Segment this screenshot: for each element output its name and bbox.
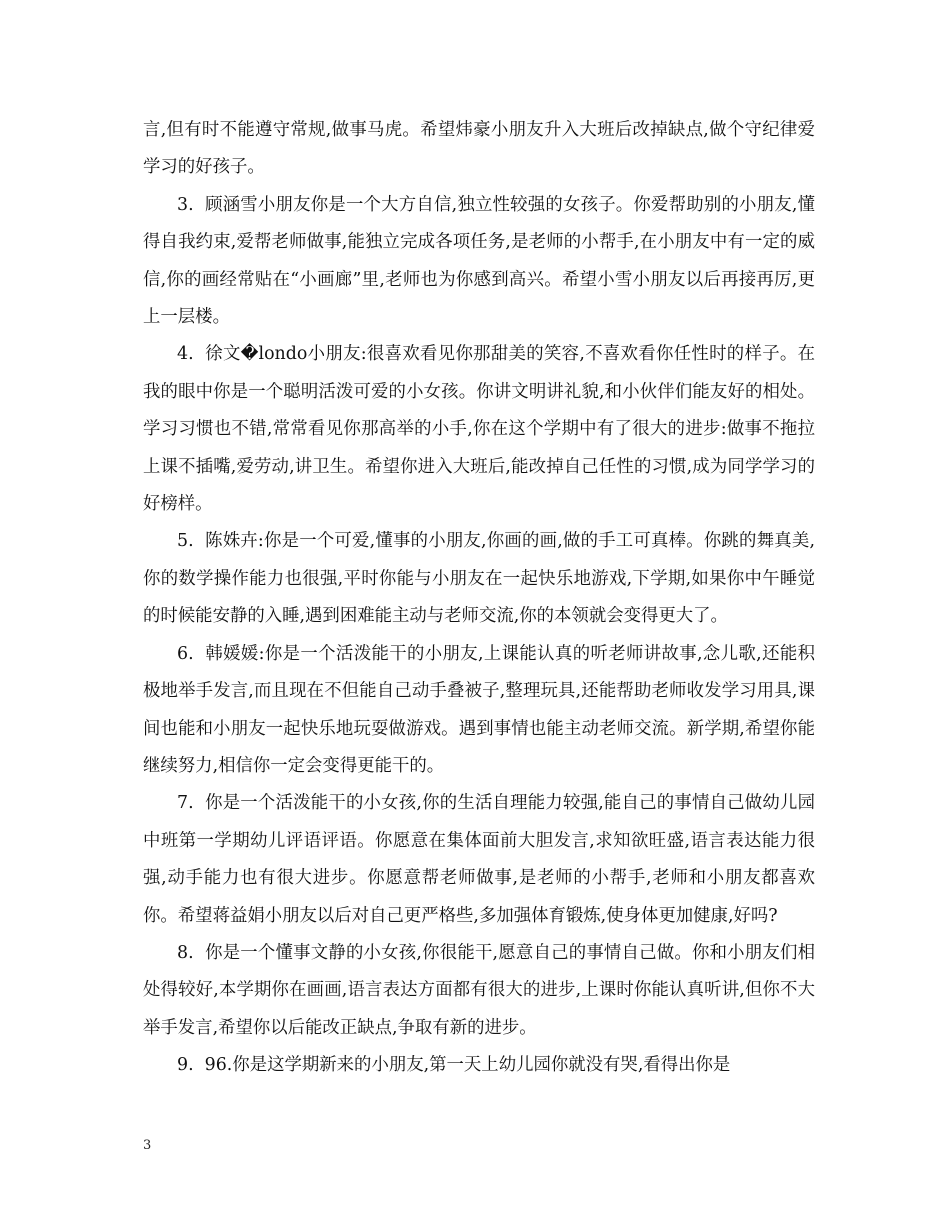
paragraph-number: 9. bbox=[177, 1055, 194, 1076]
paragraph-text: 你是一个懂事文静的小女孩,你很能干,愿意自己的事情自己做。你和小朋友们相处得较好,本学期你在画画,语言表达方面都有很大的进步,上课时你能认真听讲,但你不大举手发言,希望你以后能改正缺点,争取有新的进步。 bbox=[143, 942, 816, 1038]
paragraph-text: 顾涵雪小朋友你是一个大方自信,独立性较强的女孩子。你爱帮助别的小朋友,懂得自我约束,爱帮老师做事,能独立完成各项任务,是老师的小帮手,在小朋友中有一定的威信,你的画经常贴在“小画廊”里,老师也为你感到高兴。希望小雪小朋友以后再接再厉,更上一层楼。 bbox=[143, 194, 816, 328]
paragraph-item-3 bbox=[143, 187, 815, 337]
paragraph-text: 言,但有时不能遵守常规,做事马虎。希望炜豪小朋友升入大班后改掉缺点,做个守纪律爱学习的好孩子。 bbox=[143, 120, 815, 178]
paragraph-text: 韩媛媛:你是一个活泼能干的小朋友,上课能认真的听老师讲故事,念儿歌,还能积极地举手发言,而且现在不但能自己动手叠被子,整理玩具,还能帮助老师收发学习用具,课间也能和小朋友一起快乐地玩耍做游戏。遇到事情也能主动老师交流。新学期,希望你能继续努力,相信你一定会变得更能干的。 bbox=[143, 643, 815, 776]
paragraph-number: 3. bbox=[177, 194, 194, 215]
paragraph-item-9 bbox=[143, 1047, 815, 1084]
paragraph-number: 6. bbox=[177, 643, 194, 664]
paragraph-item-4 bbox=[143, 336, 815, 523]
paragraph-number: 7. bbox=[177, 793, 194, 814]
paragraph-text: 你是一个活泼能干的小女孩,你的生活自理能力较强,能自己的事情自己做幼儿园中班第一学期幼儿评语评语。你愿意在集体面前大胆发言,求知欲旺盛,语言表达能力很强,动手能力也有很大进步。你愿意帮老师做事,是老师的小帮手,老师和小朋友都喜欢你。希望蒋益娟小朋友以后对自己更严格些,多加强体育锻炼,使身体更加健康,好吗? bbox=[143, 793, 816, 926]
page-number: 3 bbox=[143, 1138, 152, 1153]
paragraph-number: 5. bbox=[177, 531, 194, 552]
paragraph-text: 96.你是这学期新来的小朋友,第一天上幼儿园你就没有哭,看得出你是 bbox=[204, 1055, 731, 1076]
paragraph-text: 徐文�londo小朋友:很喜欢看见你那甜美的笑容,不喜欢看你任性时的样子。在我的眼中你是一个聪明活泼可爱的小女孩。你讲文明讲礼貌,和小伙伴们能友好的相处。学习习惯也不错,常常看见你那高举的小手,你在这个学期中有了很大的进步:做事不拖拉上课不插嘴,爱劳动,讲卫生。希望你进入大班后,能改掉自己任性的习惯,成为同学学习的好榜样。 bbox=[143, 344, 815, 515]
paragraph-continuation bbox=[143, 112, 815, 187]
paragraph-number: 8. bbox=[177, 942, 194, 963]
paragraph-item-8 bbox=[143, 935, 815, 1047]
paragraph-item-5 bbox=[143, 523, 815, 635]
document-body bbox=[143, 112, 815, 1085]
paragraph-item-6 bbox=[143, 636, 815, 786]
paragraph-number: 4. bbox=[177, 344, 194, 365]
paragraph-text: 陈姝卉:你是一个可爱,懂事的小朋友,你画的画,做的手工可真棒。你跳的舞真美,你的数学操作能力也很强,平时你能与小朋友在一起快乐地游戏,下学期,如果你中午睡觉的时候能安静的入睡,遇到困难能主动与老师交流,你的本领就会变得更大了。 bbox=[143, 531, 815, 627]
paragraph-item-7 bbox=[143, 785, 815, 935]
